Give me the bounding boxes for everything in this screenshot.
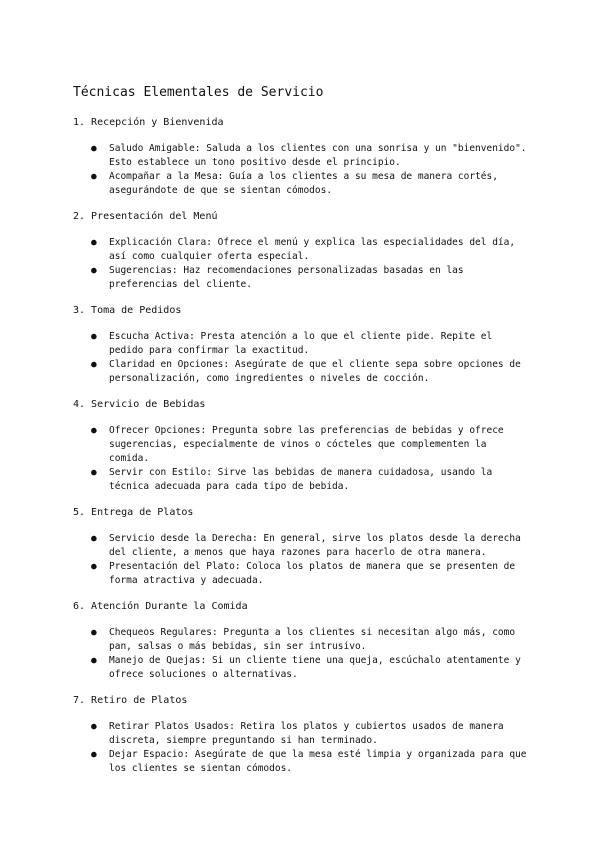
- section: [73, 694, 600, 776]
- list-item-text: Dejar Espacio: Asegúrate de que la mesa esté limpia y organizada para que los clientes se sientan cómodos.: [109, 749, 527, 774]
- section: [73, 116, 600, 198]
- list-item-text: Claridad en Opciones: Asegúrate de que el cliente sepa sobre opciones de personalización, como ingredientes o niveles de cocción.: [109, 359, 521, 384]
- bullet-icon: ●: [91, 359, 97, 370]
- list-item-text: Sugerencias: Haz recomendaciones personalizadas basadas en las preferencias del cliente.: [109, 265, 464, 290]
- bullet-icon: ●: [91, 265, 97, 276]
- list-item-text: Explicación Clara: Ofrece el menú y explica las especialidades del día, así como cualquier oferta especial.: [109, 237, 516, 262]
- section-heading: 4. Servicio de Bebidas: [73, 399, 206, 410]
- section-heading: 1. Recepción y Bienvenida: [73, 117, 224, 128]
- list-item: [73, 560, 531, 588]
- list-item-text: Acompañar a la Mesa: Guía a los clientes a su mesa de manera cortés, asegurándote de que se sientan cómodos.: [109, 171, 498, 196]
- list-item-text: Retirar Platos Usados: Retira los platos y cubiertos usados de manera discreta, siempre preguntando si han terminado.: [109, 721, 504, 746]
- list-item-text: Chequeos Regulares: Pregunta a los clientes si necesitan algo más, como pan, salsas o más bebidas, sin ser intrusivo.: [109, 627, 516, 652]
- list-item: [73, 626, 531, 654]
- section: [73, 506, 600, 588]
- bullet-icon: ●: [91, 143, 97, 154]
- section-heading: 5. Entrega de Platos: [73, 507, 194, 518]
- document-title: Técnicas Elementales de Servicio: [73, 85, 324, 100]
- list-item-text: Saludo Amigable: Saluda a los clientes con una sonrisa y un "bienvenido". Esto establece un tono positivo desde el principio.: [109, 143, 527, 168]
- list-item-text: Servicio desde la Derecha: En general, sirve los platos desde la derecha del cliente, a menos que haya razones para hacerlo de otra manera.: [109, 533, 521, 558]
- section-heading: 2. Presentación del Menú: [73, 211, 218, 222]
- bullet-list: [73, 236, 600, 292]
- bullet-list: [73, 720, 600, 776]
- list-item-text: Ofrecer Opciones: Pregunta sobre las preferencias de bebidas y ofrece sugerencias, especialmente de vinos o cócteles que complementen la comida.: [109, 425, 504, 464]
- list-item: [73, 142, 531, 170]
- bullet-icon: ●: [91, 533, 97, 544]
- bullet-list: [73, 424, 600, 494]
- list-item: [73, 358, 531, 386]
- list-item: [73, 424, 531, 466]
- list-item: [73, 236, 531, 264]
- section-heading: 3. Toma de Pedidos: [73, 305, 182, 316]
- list-item-text: Servir con Estilo: Sirve las bebidas de manera cuidadosa, usando la técnica adecuada para cada tipo de bebida.: [109, 467, 493, 492]
- section: [73, 304, 600, 386]
- section-heading: 6. Atención Durante la Comida: [73, 601, 248, 612]
- list-item: [73, 532, 531, 560]
- sections-container: [73, 116, 600, 776]
- bullet-icon: ●: [91, 561, 97, 572]
- list-item: [73, 720, 531, 748]
- bullet-icon: ●: [91, 331, 97, 342]
- list-item: [73, 170, 531, 198]
- bullet-icon: ●: [91, 425, 97, 436]
- bullet-list: [73, 626, 600, 682]
- bullet-list: [73, 532, 600, 588]
- bullet-icon: ●: [91, 721, 97, 732]
- bullet-icon: ●: [91, 627, 97, 638]
- list-item: [73, 748, 531, 776]
- bullet-icon: ●: [91, 237, 97, 248]
- bullet-icon: ●: [91, 171, 97, 182]
- section: [73, 210, 600, 292]
- list-item-text: Escucha Activa: Presta atención a lo que el cliente pide. Repite el pedido para confirmar la exactitud.: [109, 331, 493, 356]
- list-item: [73, 466, 531, 494]
- list-item-text: Presentación del Plato: Coloca los platos de manera que se presenten de forma atractiva y adecuada.: [109, 561, 516, 586]
- section: [73, 398, 600, 494]
- section: [73, 600, 600, 682]
- list-item-text: Manejo de Quejas: Si un cliente tiene una queja, escúchalo atentamente y ofrece soluciones o alternativas.: [109, 655, 521, 680]
- bullet-list: [73, 330, 600, 386]
- bullet-icon: ●: [91, 467, 97, 478]
- bullet-icon: ●: [91, 749, 97, 760]
- section-heading: 7. Retiro de Platos: [73, 695, 188, 706]
- list-item: [73, 264, 531, 292]
- bullet-list: [73, 142, 600, 198]
- list-item: [73, 654, 531, 682]
- list-item: [73, 330, 531, 358]
- bullet-icon: ●: [91, 655, 97, 666]
